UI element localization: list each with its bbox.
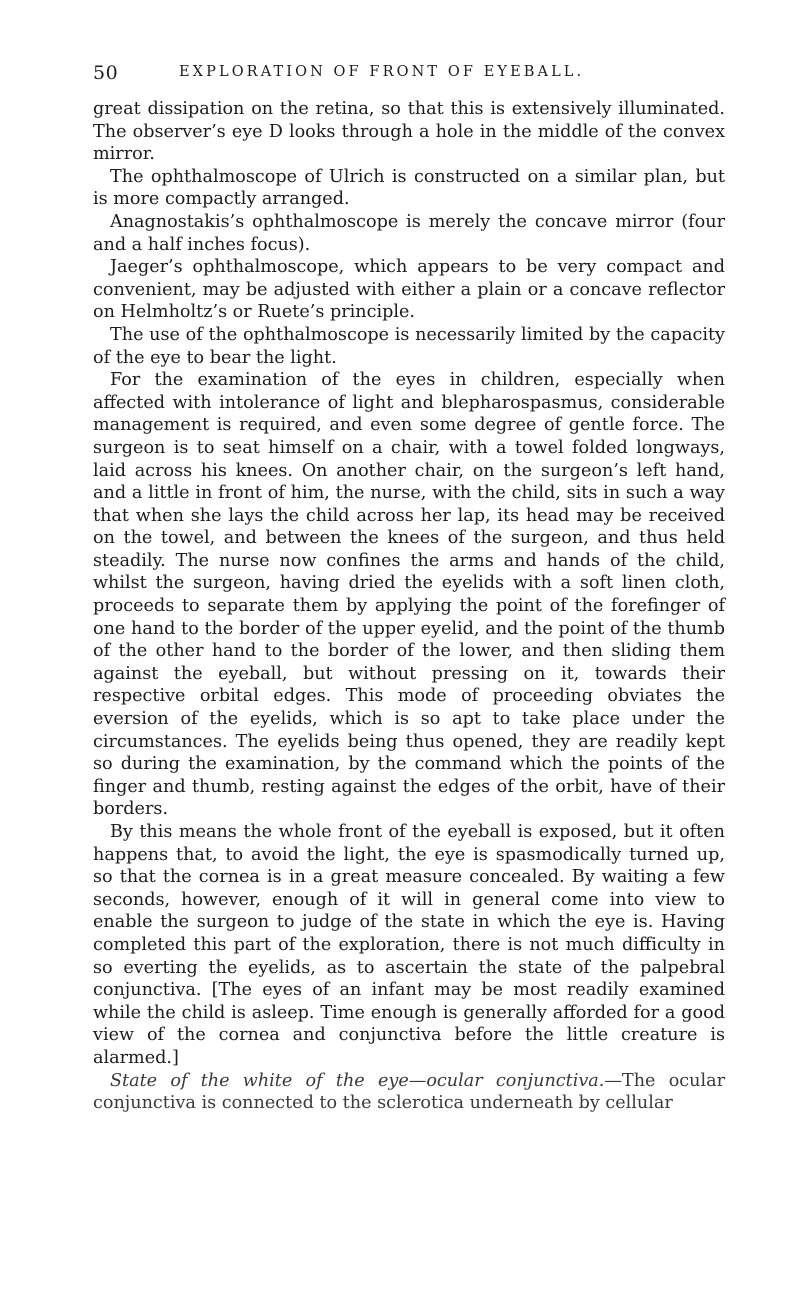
paragraph-limits: The use of the ophthalmoscope is necessarily limited by the capacity of the eye to bear the light. — [93, 324, 725, 368]
paragraph-jaeger: Jaeger’s ophthalmoscope, which appears to be very compact and convenient, may be adjusted with either a plain or a concave reflector on Helmholtz’s or Ruete’s principle. — [93, 257, 725, 323]
paragraph-anagnostakis: Anagnostakis’s ophthalmoscope is merely the concave mirror (four and a half inches focus). — [93, 211, 725, 255]
paragraph-ocular-conjunctiva — [93, 1070, 725, 1115]
paragraph-continuation: great dissipation on the retina, so that this is extensively illuminated. The observer’s eye D looks through a hole in the middle of the convex mirror. — [93, 99, 725, 165]
running-head — [93, 62, 733, 88]
section-text: —The ocular conjunctiva is connected to the sclerotica underneath by cellular — [93, 1070, 726, 1114]
paragraph-ulrich: The ophthalmoscope of Ulrich is constructed on a similar plan, but is more compactly arranged. — [93, 166, 725, 210]
body-text — [93, 98, 725, 1115]
paragraph-children-examination: For the examination of the eyes in children, especially when affected with intolerance of light and blepharospasmus, considerable management is required, and even some degree of gentle force. The surgeon is to seat himself on a chair, with a towel folded longways, laid across his knees. On another chair, on the surgeon’s left hand, and a little in front of him, the nurse, with the child, sits in such a way that when she lays the child across her lap, its head may be received on the towel, and between the knees of the surgeon, and thus held steadily. The nurse now confines the arms and hands of the child, whilst the surgeon, having dried the eyelids with a soft linen cloth, proceeds to separate them by applying the point of the forefinger of one hand to the border of the upper eyelid, and the point of the thumb of the other hand to the border of the lower, and then sliding them against the eyeball, but without pressing on it, towards their respective orbital edges. This mode of proceeding obviates the eversion of the eyelids, which is so apt to take place under the circumstances. The eyelids being thus opened, they are readily kept so during the examination, by the command which the points of the finger and thumb, resting against the edges of the orbit, have of their borders. — [93, 370, 725, 820]
section-lead: State of the white of the eye—ocular conjunctiva. — [110, 1070, 605, 1091]
paragraph-exposure: By this means the whole front of the eyeball is exposed, but it often happens that, to avoid the light, the eye is spasmodically turned up, so that the cornea is in a great measure concealed. By waiting a few seconds, however, enough of it will in general come into view to enable the surgeon to judge of the state in which the eye is. Having completed this part of the exploration, there is not much difficulty in so everting the eyelids, as to ascertain the state of the palpebral conjunctiva. [The eyes of an infant may be most readily examined while the child is asleep. Time enough is generally afforded for a good view of the cornea and conjunctiva before the little creature is alarmed.] — [93, 822, 725, 1068]
running-title: EXPLORATION OF FRONT OF EYEBALL. — [179, 64, 585, 80]
page-number: 50 — [93, 62, 119, 84]
